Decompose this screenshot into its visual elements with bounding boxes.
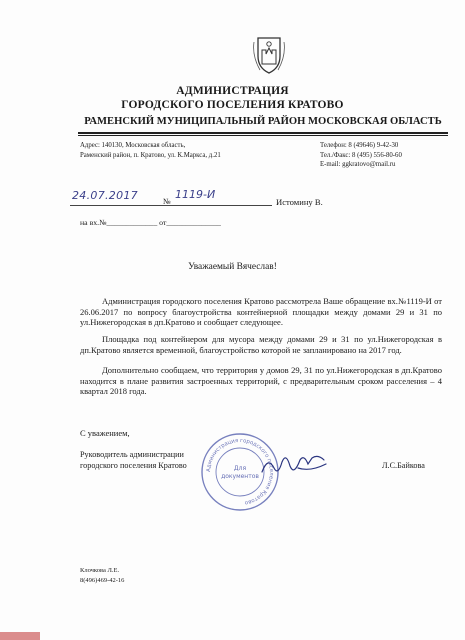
number-line [176, 205, 272, 206]
corner-mark [0, 632, 40, 640]
body-paragraph-3: Дополнительно сообщаем, что территория у домов 29, 31 по ул.Нижегородская в дп.Кратово находится в плане развития застроенных территорий, с предварительным сроком расселения – 4 квартал 2018 года. [80, 365, 442, 397]
greeting: Уважаемый Вячеслав! [188, 262, 277, 272]
address-line2: Раменский район, п. Кратово, ул. К.Маркса, д.21 [80, 151, 221, 159]
district-title: РАМЕНСКИЙ МУНИЦИПАЛЬНЫЙ РАЙОН МОСКОВСКАЯ ОБЛАСТЬ [84, 116, 442, 127]
header-rule-thin [78, 135, 448, 136]
closing-regards: С уважением, [80, 428, 130, 438]
contacts-block [320, 141, 460, 170]
signer-position [80, 450, 187, 471]
org-title-line2: ГОРОДСКОГО ПОСЕЛЕНИЯ КРАТОВО [121, 99, 344, 111]
signer-position-line2: городского поселения Кратово [80, 460, 187, 470]
outgoing-number: 1119-И [175, 188, 216, 201]
coat-of-arms-emblem [252, 34, 286, 76]
executor-phone: 8(496)469-42-16 [80, 576, 125, 584]
phone-text: Телефон: 8 (49646) 9-42-30 [320, 142, 399, 149]
stamp-center-line2: документов [221, 473, 259, 480]
executor-block [80, 566, 124, 585]
stamp-ring-text: Администрация городского поселения Кратово [205, 437, 275, 506]
outgoing-date: 24.07.2017 [72, 189, 138, 202]
body-paragraph-1: Администрация городского поселения Кратово рассмотрела Ваше обращение вх.№1119-И от 26.06.2017 по вопросу благоустройства контейнерной площадки между домами 29 и 31 по ул.Нижегородская в дп.Кратово и сообщает следующее. [80, 296, 442, 328]
signer-position-line1: Руководитель администрации [80, 450, 184, 459]
executor-name: Клочкова Л.Е. [80, 567, 120, 574]
fax-text: Тел./Факс: 8 (495) 556-80-60 [320, 151, 402, 159]
number-label: № [163, 197, 171, 206]
header-rule-thick [78, 132, 448, 134]
body-paragraph-2: Площадка под контейнером для мусора между домами 29 и 31 по ул.Нижегородская в дп.Кратово является временной, благоустройство которой не запланировано на 2017 год. [80, 334, 442, 355]
recipient-name: Истомину В. [276, 197, 323, 207]
org-title-line1: АДМИНИСТРАЦИЯ [176, 85, 289, 97]
handwritten-signature [258, 450, 330, 480]
incoming-reference: на вх.№_____________ от______________ [80, 218, 221, 227]
email-text: E-mail: ggkratovo@mail.ru [320, 161, 396, 168]
address-line1: Адрес: 140130, Московская область, [80, 142, 186, 149]
stamp-center-line1: Для [233, 465, 247, 472]
signer-name: Л.С.Байкова [382, 461, 425, 470]
address-block [80, 141, 280, 160]
